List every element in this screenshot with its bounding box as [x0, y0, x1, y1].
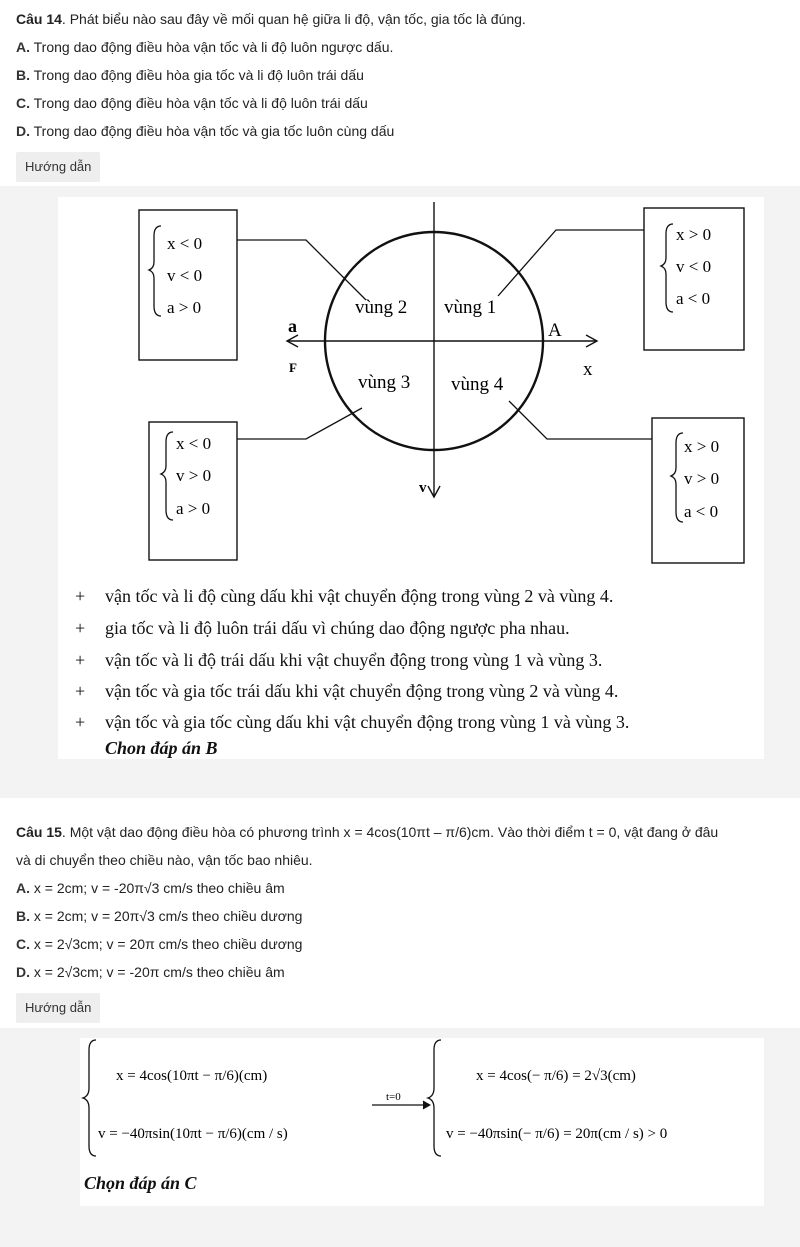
formula-left-v: v = −40πsin(10πt − π/6)(cm / s): [98, 1126, 288, 1142]
formula-right-v: v = −40πsin(− π/6) = 20π(cm / s) > 0: [446, 1126, 668, 1142]
q14-answer: Chon đáp án B: [105, 738, 218, 758]
q14-option-c: C. Trong dao động điều hòa vận tốc và li độ luôn trái dấu: [16, 95, 368, 111]
label-region-4: vùng 4: [451, 374, 504, 395]
q15-question-line2: và di chuyển theo chiều nào, vận tốc bao nhiêu.: [16, 852, 313, 868]
box-br-line3: a < 0: [684, 502, 719, 521]
label-v: v: [419, 480, 427, 496]
q15-text: . Một vật dao động điều hòa có phương trình x = 4cos(10πt – π/6)cm. Vào thời điểm t = 0, vật đang ở đâu: [61, 824, 719, 840]
box-bl-line1: x < 0: [176, 434, 212, 453]
box-tr-line1: x > 0: [676, 225, 712, 244]
q14-text: . Phát biểu nào sau đây về mối quan hệ giữa li độ, vận tốc, gia tốc là đúng.: [61, 11, 526, 27]
q15-answer: Chọn đáp án C: [84, 1173, 197, 1193]
box-br-line2: v > 0: [684, 469, 720, 488]
label-region-1: vùng 1: [444, 297, 497, 318]
arrow-label: t=0: [386, 1091, 401, 1103]
q14-label: Câu 14: [16, 11, 62, 27]
q14-bullet-2: + gia tốc và li độ luôn trái dấu vì chúng dao động ngược pha nhau.: [75, 618, 570, 638]
q15-option-b: B. x = 2cm; v = 20π√3 cm/s theo chiều dương: [16, 908, 303, 924]
box-br-line1: x > 0: [684, 437, 720, 456]
box-tl-line2: v < 0: [167, 266, 203, 285]
q14-bullet-5: + vận tốc và gia tốc cùng dấu khi vật chuyển động trong vùng 1 và vùng 3.: [75, 712, 630, 732]
box-tl-line1: x < 0: [167, 234, 203, 253]
q14-option-a: A. Trong dao động điều hòa vận tốc và li độ luôn ngược dấu.: [16, 39, 394, 55]
label-a: a: [288, 316, 297, 336]
q14-hint-button[interactable]: Hướng dẫn: [16, 152, 100, 182]
q14-bullet-4: + vận tốc và gia tốc trái dấu khi vật chuyển động trong vùng 2 và vùng 4.: [75, 681, 619, 701]
box-tr-line3: a < 0: [676, 289, 711, 308]
box-bl-line2: v > 0: [176, 466, 212, 485]
q15-hint-button[interactable]: Hướng dẫn: [16, 993, 100, 1023]
formula-right-x: x = 4cos(− π/6) = 2√3(cm): [476, 1068, 636, 1084]
label-A: A: [548, 320, 562, 341]
q14-option-b: B. Trong dao động điều hòa gia tốc và li độ luôn trái dấu: [16, 67, 364, 83]
label-region-3: vùng 3: [358, 372, 411, 393]
q15-option-d: D. x = 2√3cm; v = -20π cm/s theo chiều âm: [16, 964, 285, 980]
label-F: F: [289, 360, 297, 375]
box-tr-line2: v < 0: [676, 257, 712, 276]
q14-bullet-1: + vận tốc và li độ cùng dấu khi vật chuyển động trong vùng 2 và vùng 4.: [75, 586, 614, 606]
q14-option-d: D. Trong dao động điều hòa vận tốc và gia tốc luôn cùng dấu: [16, 123, 395, 139]
label-region-2: vùng 2: [355, 297, 408, 318]
q14-bullet-3: + vận tốc và li độ trái dấu khi vật chuyển động trong vùng 1 và vùng 3.: [75, 650, 603, 670]
formula-left-x: x = 4cos(10πt − π/6)(cm): [116, 1068, 268, 1084]
q15-question-line1: [16, 822, 718, 842]
label-x: x: [583, 359, 593, 380]
q15-option-c: C. x = 2√3cm; v = 20π cm/s theo chiều dương: [16, 936, 303, 952]
box-tl-line3: a > 0: [167, 298, 202, 317]
box-bl-line3: a > 0: [176, 499, 211, 518]
q15-label: Câu 15: [16, 824, 62, 840]
q15-option-a: A. x = 2cm; v = -20π√3 cm/s theo chiều âm: [16, 880, 285, 896]
arrow-icon: [423, 1101, 430, 1109]
